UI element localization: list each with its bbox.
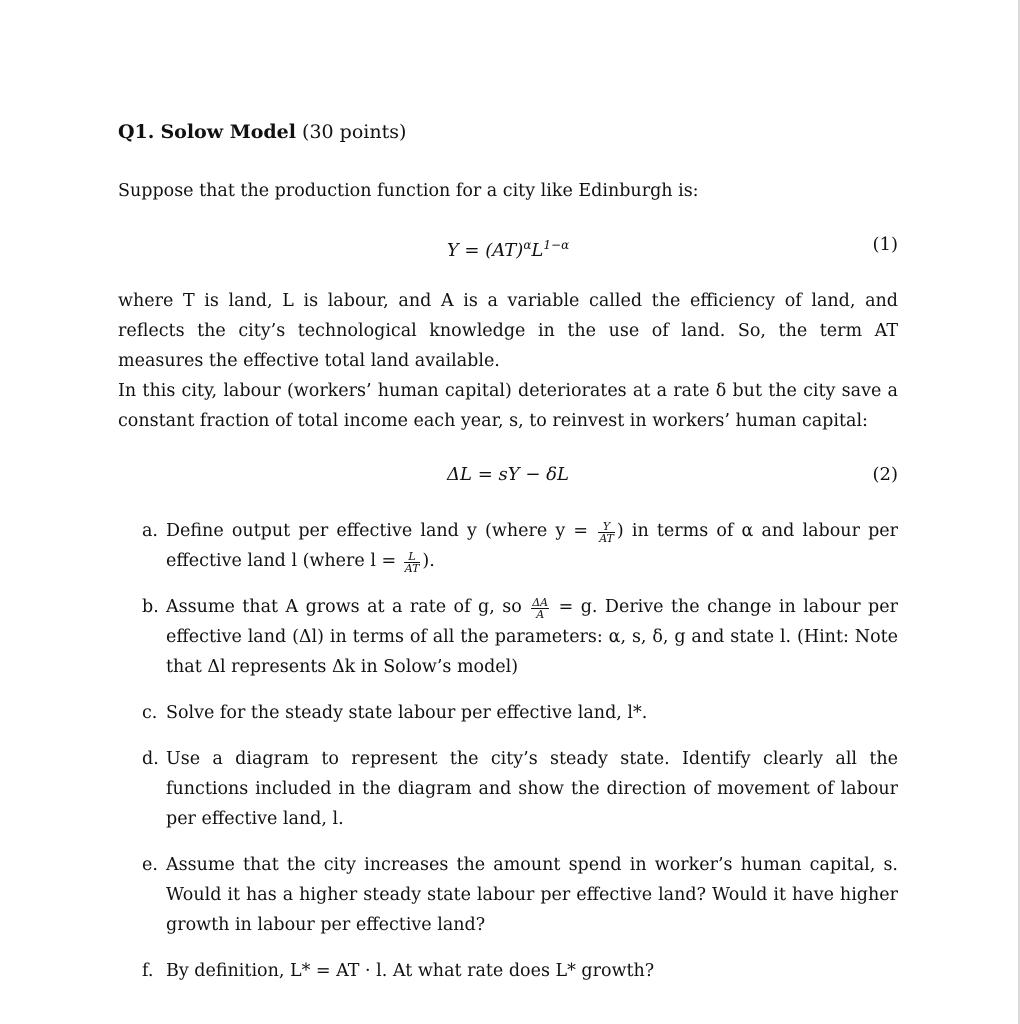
fraction-denominator: AT — [404, 562, 420, 575]
item-label: f. — [142, 961, 154, 981]
equation-2-expression: ΔL = sY − δL — [447, 464, 569, 485]
question-item-d — [142, 744, 898, 834]
item-text — [166, 516, 898, 576]
equation-2 — [118, 460, 898, 490]
item-b-text-2: = g. Derive the change in labour per effective land (Δl) in terms of all the parameters: α, s, δ, g and state l. (Hint: Note that Δl represents Δk in Solow’s model) — [166, 597, 898, 677]
item-text: Solve for the steady state labour per effective land, l*. — [166, 703, 648, 723]
equation-1-expression — [118, 230, 898, 266]
fraction-numerator: Y — [598, 521, 615, 533]
item-label: c. — [142, 703, 158, 723]
equation-1-number: (1) — [872, 234, 898, 255]
equation-1-exponent: 1−α — [543, 238, 570, 252]
fraction-denominator: AT — [599, 532, 614, 545]
item-a-text-3: ). — [422, 551, 435, 571]
item-a-text-1: Define output per effective land y (where y = — [166, 521, 589, 541]
fraction-delta-a-over-a — [531, 597, 549, 620]
question-item-f — [142, 956, 898, 986]
question-points: (30 points) — [302, 121, 407, 143]
fraction-numerator: L — [404, 551, 421, 563]
fraction-l-over-at — [404, 551, 421, 574]
question-title: Solow Model — [160, 121, 296, 143]
equation-1-lhs: Y = (AT) — [446, 240, 524, 261]
item-text: Assume that the city increases the amount spend in worker’s human capital, s. Would it has a higher steady state labour per effective land? Would it have higher growth in labour per effective land? — [166, 855, 898, 935]
item-b-text-1: Assume that A grows at a rate of g, so — [166, 597, 522, 617]
fraction-numerator: ΔA — [532, 596, 549, 609]
labour-paragraph: In this city, labour (workers’ human capital) deteriorates at a rate δ but the city save a constant fraction of total income each year, s, to reinvest in workers’ human capital: — [118, 381, 898, 431]
equation-1-exponent-alpha: α — [523, 238, 532, 252]
item-text: Use a diagram to represent the city’s steady state. Identify clearly all the functions included in the diagram and show the direction of movement of labour per effective land, l. — [166, 749, 898, 829]
item-text — [166, 592, 898, 682]
intro-text: Suppose that the production function for a city like Edinburgh is: — [118, 181, 699, 201]
fraction-denominator: A — [536, 608, 545, 621]
item-label: a. — [142, 521, 158, 541]
question-item-c — [142, 698, 898, 728]
fraction-y-over-at — [598, 521, 615, 544]
question-number: Q1. — [118, 121, 155, 143]
item-label: d. — [142, 749, 159, 769]
equation-1 — [118, 230, 898, 260]
question-heading — [118, 118, 406, 146]
question-item-e — [142, 850, 898, 940]
question-item-b — [142, 592, 898, 682]
item-text: By definition, L* = AT · l. At what rate does L* growth? — [166, 961, 655, 981]
description-text: where T is land, L is labour, and A is a variable called the efficiency of land, and reflects the city’s technological knowledge in the use of land. So, the term AT measures the effective total land available. — [118, 291, 898, 371]
equation-1-labour: L — [531, 240, 544, 261]
item-a-text-2: ) in terms of α and labour per effective land l (where l = — [166, 521, 899, 571]
item-label: b. — [142, 597, 159, 617]
question-item-a — [142, 516, 898, 576]
item-label: e. — [142, 855, 158, 875]
equation-2-number: (2) — [872, 464, 898, 485]
